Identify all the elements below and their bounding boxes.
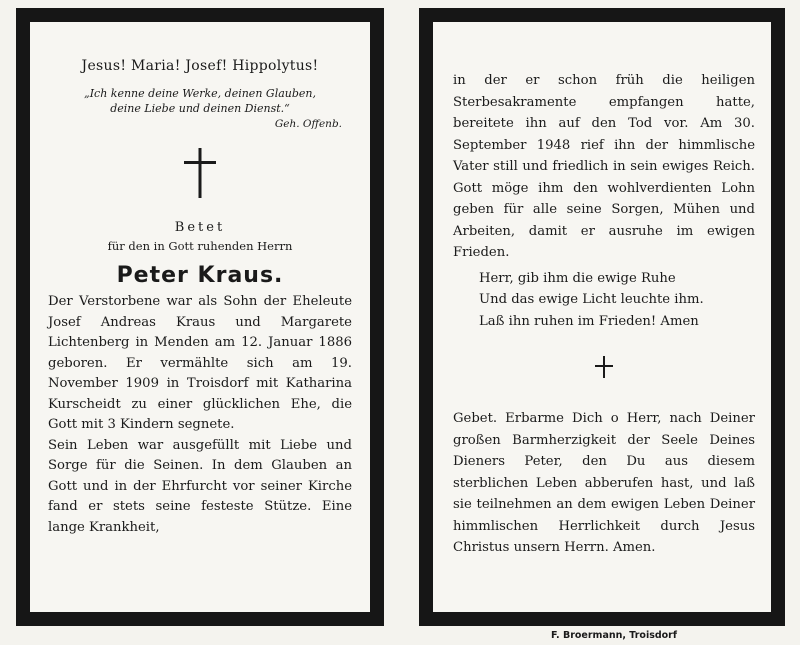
scripture-quote [48, 86, 352, 116]
left-card [16, 8, 384, 626]
pray-heading: Betet [174, 220, 226, 235]
quote-line: deine Liebe und deinen Dienst.“ [110, 102, 290, 115]
requiem-verse [453, 268, 755, 333]
small-cross-icon [593, 356, 615, 378]
verse-line: Herr, gib ihm die ewige Ruhe [479, 270, 676, 286]
quote-source: Geh. Offenb. [274, 118, 342, 130]
biography-paragraph: Der Verstorbene war als Sohn der Eheleute Josef Andreas Kraus und Margarete Lichtenberg in Menden am 12. Januar 1886 geboren. Er vermählte sich am 19. November 1909 in Troisdorf mit Katharina Kurscheidt zu einer glücklichen Ehe, die Gott mit 3 Kindern segnete. [48, 294, 352, 432]
latin-cross-icon [184, 148, 216, 198]
verse-line: Und das ewige Licht leuchte ihm. [479, 292, 704, 307]
cross-container [48, 148, 352, 198]
quote-line: „Ich kenne deine Werke, deinen Glauben, [84, 87, 316, 100]
biography-paragraph: Sein Leben war ausgefüllt mit Liebe und Sorge für die Seinen. In dem Glauben an Gott und in der Ehrfurcht vor seiner Kirche fand er stets seine festeste Stütze. Eine lange Krankheit, [48, 437, 352, 535]
verse-line: Laß ihn ruhen im Frieden! Amen [479, 313, 699, 329]
small-cross-container [453, 356, 755, 378]
deceased-name: Peter Kraus. [116, 263, 284, 288]
dedication-line: für den in Gott ruhenden Herrn [107, 239, 293, 253]
prayer: Gebet. Erbarme Dich o Herr, nach Deiner großen Barmherzigkeit der Seele Deines Dieners Peter, den Du aus diesem sterblichen Leben abberufen hast, und laß sie teilnehmen an dem ewigen Leben Deiner himmlischen Herrlichkeit durch Jesus Christus unsern Herrn. Amen. [453, 411, 755, 555]
invocation: Jesus! Maria! Josef! Hippolytus! [81, 58, 319, 74]
printer-imprint: F. Broermann, Troisdorf [550, 630, 677, 641]
biography-continuation: in der er schon früh die heiligen Sterbesakramente empfangen hatte, bereitete ihn auf den Tod vor. Am 30. September 1948 rief ihn der himmlische Vater still und friedlich in sein ewiges Reich. Gott möge ihm den wohlverdienten Lohn geben für alle seine Sorgen, Mühen und Arbeiten, damit er ausruhe im ewigen Frieden. [453, 73, 755, 260]
right-card [419, 8, 785, 626]
biography [48, 292, 352, 538]
right-card-content [433, 22, 771, 612]
left-card-content [30, 22, 370, 612]
